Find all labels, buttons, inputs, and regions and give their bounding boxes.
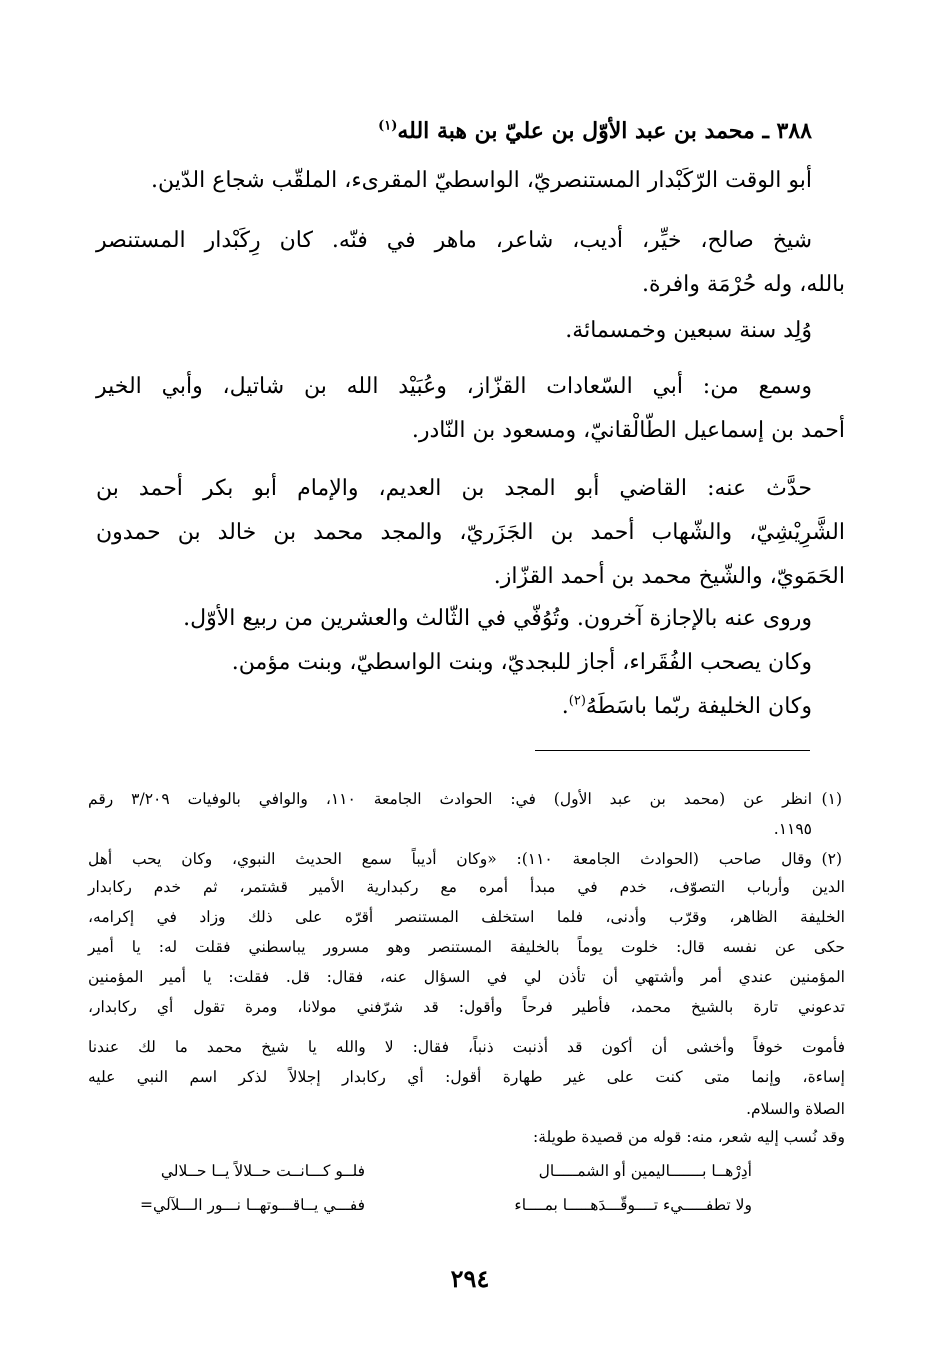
entry-paragraph: أبو الوقت الرّكَبْدار المستنصريّ، الواسطيّ المقرىء، الملقّب شجاع الدّين. [151, 168, 812, 193]
entry-paragraph [562, 692, 812, 722]
entry-paragraph: وسمع من: أبي السّعادات القزّاز، وعُبَيْد الله بن شاتيل، وأبي الخير [96, 374, 812, 399]
entry-paragraph-line: الشَّرِيْشِيّ، والشّهاب أحمد بن الجَزَريّ، والمجد محمد بن خالد بن حمدون [96, 520, 845, 545]
footnote-line: المؤمنين عندي أمر وأشتهي أن تأذن لي في السؤال عنه، فقال: قل. فقلت: يا أمير المؤمنين [88, 968, 845, 986]
entry-paragraph: وُلِد سنة سبعين وخمسمائة. [565, 318, 812, 343]
footnote-line: تدعوني تارة بالشيخ محمد، فأطير فرحاً وأقول: قد شرّفني مولانا، ومرة تقول أي ركابدار، [88, 998, 845, 1016]
footnote-line: فأموت خوفاً وأخشى أن أكون قد أذنبت ذنباً، فقال: لا والله يا شيخ محمد ما لك عندنا [88, 1038, 845, 1056]
entry-paragraph: شيخ صالح، خيِّر، أديب، شاعر، ماهر في فنّه. كان رِكَبْدار المستنصر [96, 228, 812, 253]
entry-heading-text: ٣٨٨ ـ محمد بن عبد الأوّل بن عليّ بن هبة الله [397, 118, 812, 144]
entry-paragraph-text: وكان الخليفة ربّما باسَطَهُ [585, 694, 812, 719]
footnote-ref-2: (٢) [568, 693, 586, 709]
footnote-line: الدين وأرباب التصوّف، خدم في مبدأ أمره مع ركبدارية الأمير قشتمر، ثم خدم ركابدار [88, 878, 845, 896]
poem-verse-second-half: ففـــي يــاقـــوتهــا نـــور الـــلآلي= [140, 1196, 365, 1214]
poem-verse-first-half: أدِرْهــا بـــــــاليمين أو الشمـــــال [538, 1162, 752, 1180]
final-period: . [561, 694, 569, 719]
footnote-line: إساءة، وإنما متى كنت على غير طهارة أقول: أي ركابدار إجلالاً لذكر اسم النبي عليه [88, 1068, 845, 1086]
poem-verse-second-half: فلــو كـــانــت حــلالاً يــا حــلالي [160, 1162, 365, 1180]
page-number: ٢٩٤ [450, 1264, 490, 1293]
footnote-line: وقال صاحب (الحوادث الجامعة ١١٠): «وكان أديباً سمع الحديث النبوي، وكان يحب أهل [88, 850, 813, 868]
entry-heading [378, 116, 812, 146]
entry-paragraph: حدَّث عنه: القاضي أبو المجد بن العديم، والإمام أبو بكر أحمد بن [96, 476, 812, 501]
footnote-line: الخليفة الظاهر، وقرّب وأدنى، فلما استخلف المستنصر أقرّه على ذلك وزاد في إكرامه، [88, 908, 845, 926]
entry-paragraph-line: بالله، وله حُرْمَة وافرة. [641, 272, 845, 297]
footnote-separator [535, 750, 810, 751]
footnote-line: ١١٩٥. [773, 820, 812, 838]
footnote-line: حكى عن نفسه قال: خلوت يوماً بالخليفة المستنصر وهو مسرور يباسطني فقلت له: يا أمير [88, 938, 845, 956]
poem-verse-first-half: ولا تطفـــــيء تــــوقّـــدَهـــــا بمــــاء [514, 1196, 752, 1214]
entry-paragraph: وكان يصحب الفُقَراء، أجاز للبجديّ، وبنت الواسطيّ، وبنت مؤمن. [231, 650, 812, 675]
footnote-line: انظر عن (محمد بن عبد الأول) في: الحوادث الجامعة ١١٠، والوافي بالوفيات ٣/٢٠٩ رقم [88, 790, 812, 808]
footnote-number: (٢) [821, 850, 842, 868]
footnote-ref-1: (١) [378, 118, 398, 134]
footnote-number: (١) [821, 790, 842, 808]
footnote-line: الصلاة والسلام. [746, 1100, 845, 1118]
footnote-line: وقد نُسب إليه شعر، منه: قوله من قصيدة طويلة: [532, 1128, 845, 1146]
entry-paragraph-line: أحمد بن إسماعيل الطّالْقانيّ، ومسعود بن النّادر. [411, 418, 845, 443]
entry-paragraph-line: الحَمَويّ، والشّيخ محمد بن أحمد القزّاز. [493, 564, 845, 589]
entry-paragraph: وروى عنه بالإجازة آخرون. وتُوُفّي في الثّالث والعشرين من ربيع الأوّل. [183, 606, 812, 631]
